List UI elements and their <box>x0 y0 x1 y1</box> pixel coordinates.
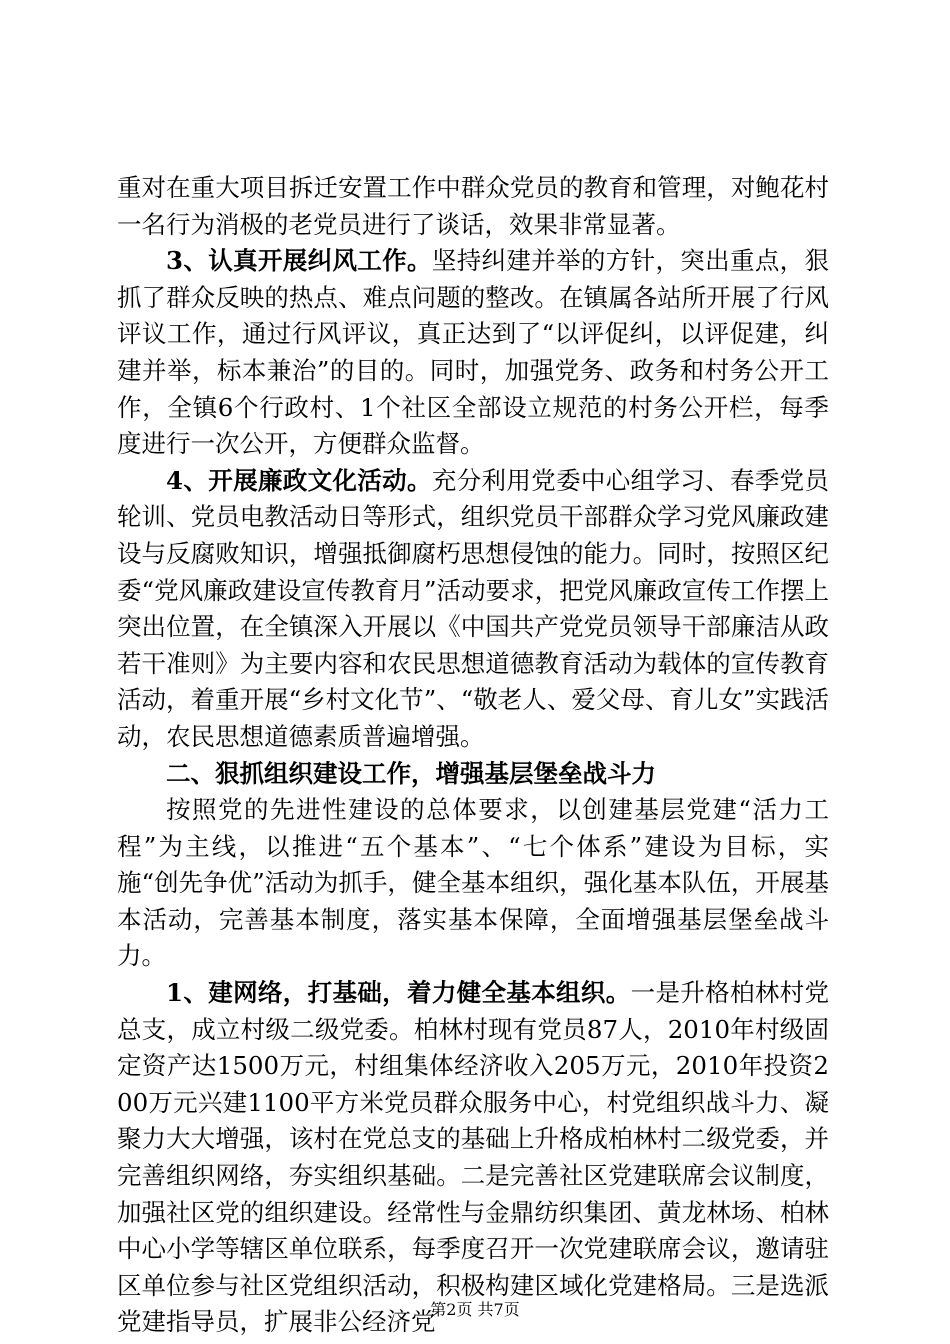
paragraph-continuation: 重对在重大项目拆迁安置工作中群众党员的教育和管理，对鲍花村一名行为消极的老党员进行了谈话，效果非常显著。 <box>117 173 829 239</box>
paragraph-section-intro: 按照党的先进性建设的总体要求，以创建基层党建“活力工程”为主线，以推进“五个基本”、“七个体系”建设为目标，实施“创先争优”活动为抓手，健全基本组织，强化基本队伍，开展基本活动，完善基本制度，落实基本保障，全面增强基层堡垒战斗力。 <box>117 795 829 971</box>
paragraph-integrity-culture: 4、开展廉政文化活动。充分利用党委中心组学习、春季党员轮训、党员电教活动日等形式，组织党员干部群众学习党风廉政建设与反腐败知识，增强抵御腐朽思想侵蚀的能力。同时，按照区纪委“党风廉政建设宣传教育月”活动要求，把党风廉政宣传工作摆上突出位置，在全镇深入开展以《中国共产党党员领导干部廉洁从政若干准则》为主要内容和农民思想道德教育活动为载体的宣传教育活动，着重开展“乡村文化节”、“敬老人、爱父母、育儿女”实践活动，农民思想道德素质普遍增强。 <box>117 465 830 751</box>
section-heading: 二、狠抓组织建设工作，增强基层堡垒战斗力 <box>166 758 656 788</box>
paragraph-lead: 4、开展廉政文化活动。 <box>166 465 432 495</box>
paragraph-rectification: 3、认真开展纠风工作。坚持纠建并举的方针，突出重点，狠抓了群众反映的热点、难点问题的整改。在镇属各站所开展了行风评议工作，通过行风评议，真正达到了“以评促纠，以评促建，纠建并举，标本兼治”的目的。同时，加强党务、政务和村务公开工作，全镇6个行政村、1个社区全部设立规范的村务公开栏，每季度进行一次公开，方便群众监督。 <box>117 246 830 459</box>
paragraph-lead: 3、认真开展纠风工作。 <box>166 246 432 276</box>
document-body <box>117 170 829 1341</box>
paragraph-network: 1、建网络，打基础，着力健全基本组织。一是升格柏林村党总支，成立村级二级党委。柏林村现有党员87人，2010年村级固定资产达1500万元，村组集体经济收入205万元，2010年投资200万元兴建1100平方米党员群众服务中心，村党组织战斗力、凝聚力大大增强，该村在党总支的基础上升格成柏林村二级党委，并完善组织网络，夯实组织基础。二是完善社区党建联席会议制度，加强社区党的组织建设。经常性与金鼎纺织集团、黄龙林场、柏林中心小学等辖区单位联系，每季度召开一次党建联席会议，邀请驻区单位参与社区党组织活动，积极构建区域化党建格局。三是选派党建指导员，扩展非公经济党 <box>117 978 830 1337</box>
page-footer: 第2页 共7页 <box>430 1300 520 1319</box>
paragraph-lead: 1、建网络，打基础，着力健全基本组织。 <box>166 978 631 1008</box>
